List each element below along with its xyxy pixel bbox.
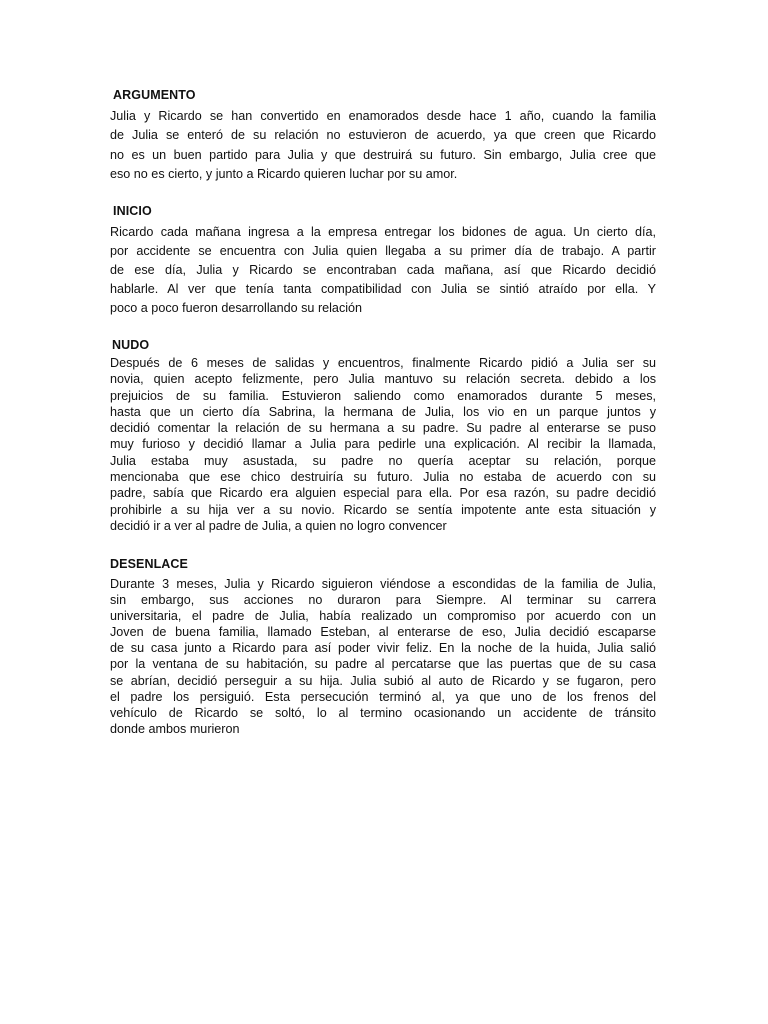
text-line: decidió ir a ver al padre de Julia, a quien no logro convencer <box>110 518 447 533</box>
text-line: padre, sabía que Ricardo era alguien especial para ella. Por esa razón, su padre decidió <box>110 486 656 501</box>
text-line: universitaria, el padre de Julia, había realizado un compromiso por acuerdo con un <box>110 609 656 624</box>
section-nudo <box>110 337 656 534</box>
text-line: hasta que un cierto día Sabrina, la hermana de Julia, los vio en un parque juntos y <box>110 404 656 419</box>
text-line: sin embargo, sus acciones no duraron para Siempre. Al terminar su carrera <box>110 593 656 608</box>
text-line: eso no es cierto, y junto a Ricardo quieren luchar por su amor. <box>110 167 458 182</box>
text-line: de su casa junto a Ricardo para así poder vivir feliz. En la noche de la huida, Julia salió <box>110 641 656 656</box>
section-body-desenlace <box>110 576 656 737</box>
text-line: por la ventana de su habitación, su padre al percatarse que las puertas que de su casa <box>110 657 656 672</box>
section-heading-desenlace: DESENLACE <box>110 557 188 571</box>
section-body-inicio <box>110 223 656 318</box>
section-desenlace <box>110 556 656 737</box>
section-heading-argumento: ARGUMENTO <box>113 88 196 102</box>
text-line: poco a poco fueron desarrollando su relación <box>110 301 363 316</box>
text-line: novia, quien acepto felizmente, pero Julia mantuvo su relación secreta. debido a los <box>110 372 656 387</box>
text-line: se abrían, decidió perseguir a su hija. Julia subió al auto de Ricardo y se fugaron, pero <box>110 673 656 688</box>
section-body-nudo <box>110 355 656 534</box>
section-inicio <box>110 203 656 318</box>
text-line: Julia y Ricardo se han convertido en enamorados desde hace 1 año, cuando la familia <box>110 109 656 123</box>
text-line: muy furioso y decidió llamar a Julia para pedirle una explicación. Al recibir la llamada, <box>110 437 656 452</box>
text-line: prejuicios de su familia. Estuvieron saliendo como enamorados durante 5 meses, <box>110 388 656 403</box>
text-line: prohibirle a su hija ver a su novio. Ricardo se sentía impotente ante esta situación y <box>110 502 656 517</box>
text-line: no es un buen partido para Julia y que destruirá su futuro. Sin embargo, Julia cree que <box>110 147 656 162</box>
text-line: mencionaba que ese chico destruiría su futuro. Julia no estaba de acuerdo con su <box>110 470 656 485</box>
text-line: de Julia se enteró de su relación no estuvieron de acuerdo, ya que creen que Ricardo <box>110 128 656 143</box>
text-line: decidió comentar la relación de su hermana a su padre. Su padre al enterarse se puso <box>110 421 656 436</box>
text-line: vehículo de Ricardo se soltó, lo al termino ocasionando un accidente de tránsito <box>110 705 656 720</box>
text-line: Joven de buena familia, llamado Esteban, al enterarse de eso, Julia decidió escaparse <box>110 625 656 640</box>
text-line: el padre los persiguió. Esta persecución terminó al, ya que uno de los frenos del <box>110 689 656 704</box>
text-line: Después de 6 meses de salidas y encuentros, finalmente Ricardo pidió a Julia ser su <box>110 356 656 370</box>
text-line: de ese día, Julia y Ricardo se encontraban cada mañana, así que Ricardo decidió <box>110 263 656 278</box>
section-heading-inicio: INICIO <box>113 204 152 218</box>
text-line: Julia estaba muy asustada, su padre no quería aceptar su relación, porque <box>110 453 656 468</box>
text-line: hablarle. Al ver que tenía tanta compatibilidad con Julia se sintió atraído por ella. Y <box>110 282 656 297</box>
text-line: por accidente se encuentra con Julia quien llegaba a su primer día de trabajo. A partir <box>110 244 656 259</box>
text-line: donde ambos murieron <box>110 721 240 736</box>
section-argumento <box>110 87 656 185</box>
section-body-argumento <box>110 107 656 185</box>
section-heading-nudo: NUDO <box>112 338 150 352</box>
text-line: Ricardo cada mañana ingresa a la empresa entregar los bidones de agua. Un cierto día, <box>110 225 656 239</box>
text-line: Durante 3 meses, Julia y Ricardo siguieron viéndose a escondidas de la familia de Julia, <box>110 577 656 591</box>
